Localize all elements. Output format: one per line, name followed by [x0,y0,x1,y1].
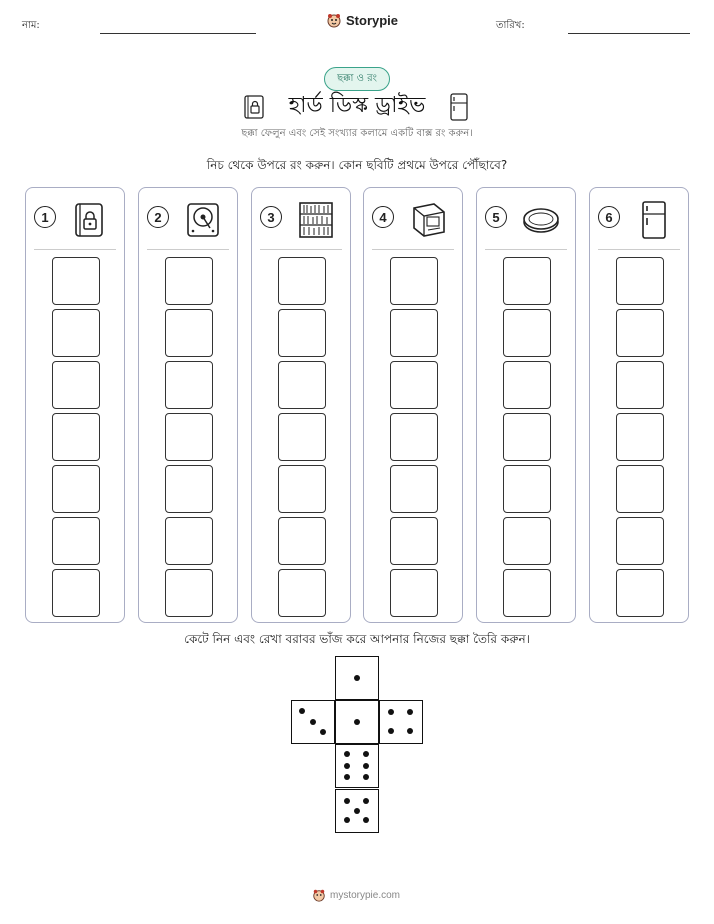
color-box[interactable] [165,309,213,357]
column-number: 6 [598,206,620,228]
color-box[interactable] [278,465,326,513]
disc-icon [521,200,561,240]
column-number: 2 [147,206,169,228]
dice-face [335,656,379,700]
column-divider [598,249,680,250]
color-box[interactable] [390,361,438,409]
color-box[interactable] [52,309,100,357]
dice-face [291,700,335,744]
footer [312,888,400,902]
dice-pip [363,763,369,769]
dice-pip [354,808,360,814]
column-number: 5 [485,206,507,228]
color-box[interactable] [390,309,438,357]
dice-pip [363,774,369,780]
color-box[interactable] [616,517,664,565]
dice-face [335,744,379,788]
dice-pip [388,709,394,715]
date-label: তারিখ: [496,20,525,31]
refrigerator-icon [448,92,470,122]
dice-face [379,700,423,744]
question-text: নিচ থেকে উপরে রং করুন। কোন ছবিটি প্রথমে উপরে পৌঁছাবে? [206,158,508,172]
color-box[interactable] [278,309,326,357]
color-box[interactable] [278,361,326,409]
dice-pip [310,719,316,725]
color-box[interactable] [278,517,326,565]
name-label: নাম: [22,20,40,31]
page-subtitle: ছক্কা ফেলুন এবং সেই সংখ্যার কলামে একটি বাক্স রং করুন। [241,128,473,139]
dice-pip [344,774,350,780]
column-divider [34,249,116,250]
dice-pip [363,751,369,757]
color-box[interactable] [390,569,438,617]
color-box[interactable] [52,413,100,461]
color-box[interactable] [52,361,100,409]
color-box[interactable] [503,569,551,617]
color-box[interactable] [503,257,551,305]
color-box[interactable] [278,413,326,461]
dice-pip [320,729,326,735]
color-box[interactable] [503,517,551,565]
column-2 [138,187,238,623]
color-box[interactable] [616,257,664,305]
dice-pip [344,817,350,823]
footer-url[interactable]: mystorypie.com [330,889,401,901]
column-divider [485,249,567,250]
brand-name: Storypie [346,12,399,28]
storypie-logo-icon [326,12,342,28]
dice-pip [344,763,350,769]
column-number: 4 [372,206,394,228]
cut-fold-instruction: কেটে নিন এবং রেখা বরাবর ভাঁজ করে আপনার নিজের ছক্কা তৈরি করুন। [184,632,530,646]
refrigerator-icon [634,200,674,240]
color-box[interactable] [503,465,551,513]
color-box[interactable] [390,465,438,513]
color-box[interactable] [52,257,100,305]
bookshelf-icon [296,200,336,240]
color-box[interactable] [165,413,213,461]
dice-pip [354,675,360,681]
date-line[interactable] [568,33,690,34]
dice-pip [344,798,350,804]
storypie-footer-logo-icon [312,888,326,902]
name-line[interactable] [100,33,256,34]
color-box[interactable] [165,569,213,617]
color-box[interactable] [616,309,664,357]
color-box[interactable] [616,465,664,513]
page-title: হার্ড ডিস্ক ড্রাইভ [288,93,426,118]
column-5 [476,187,576,623]
dice-pip [407,709,413,715]
color-box[interactable] [390,413,438,461]
dice-pip [363,798,369,804]
color-box[interactable] [52,465,100,513]
brand [326,12,398,28]
color-box[interactable] [503,413,551,461]
dice-pip [388,728,394,734]
dice-pip [299,708,305,714]
column-divider [147,249,229,250]
color-box[interactable] [616,413,664,461]
column-1 [25,187,125,623]
book-icon [408,200,448,240]
column-divider [260,249,342,250]
hard-disk-icon [183,200,223,240]
column-3 [251,187,351,623]
dice-pip [407,728,413,734]
color-box[interactable] [165,361,213,409]
color-box[interactable] [503,361,551,409]
color-box[interactable] [52,517,100,565]
color-box[interactable] [616,361,664,409]
color-box[interactable] [390,257,438,305]
color-box[interactable] [503,309,551,357]
column-6 [589,187,689,623]
color-box[interactable] [278,569,326,617]
color-box[interactable] [616,569,664,617]
color-box[interactable] [278,257,326,305]
column-divider [372,249,454,250]
dice-pip [354,719,360,725]
activity-badge: ছক্কা ও রং [324,67,390,91]
column-number: 3 [260,206,282,228]
color-box[interactable] [165,257,213,305]
dice-face [335,789,379,833]
dice-pip [344,751,350,757]
color-box[interactable] [165,517,213,565]
column-4 [363,187,463,623]
dice-pip [363,817,369,823]
color-box[interactable] [390,517,438,565]
column-number: 1 [34,206,56,228]
color-box[interactable] [52,569,100,617]
color-box[interactable] [165,465,213,513]
dice-face [335,700,379,744]
padlock-book-icon [70,200,110,240]
